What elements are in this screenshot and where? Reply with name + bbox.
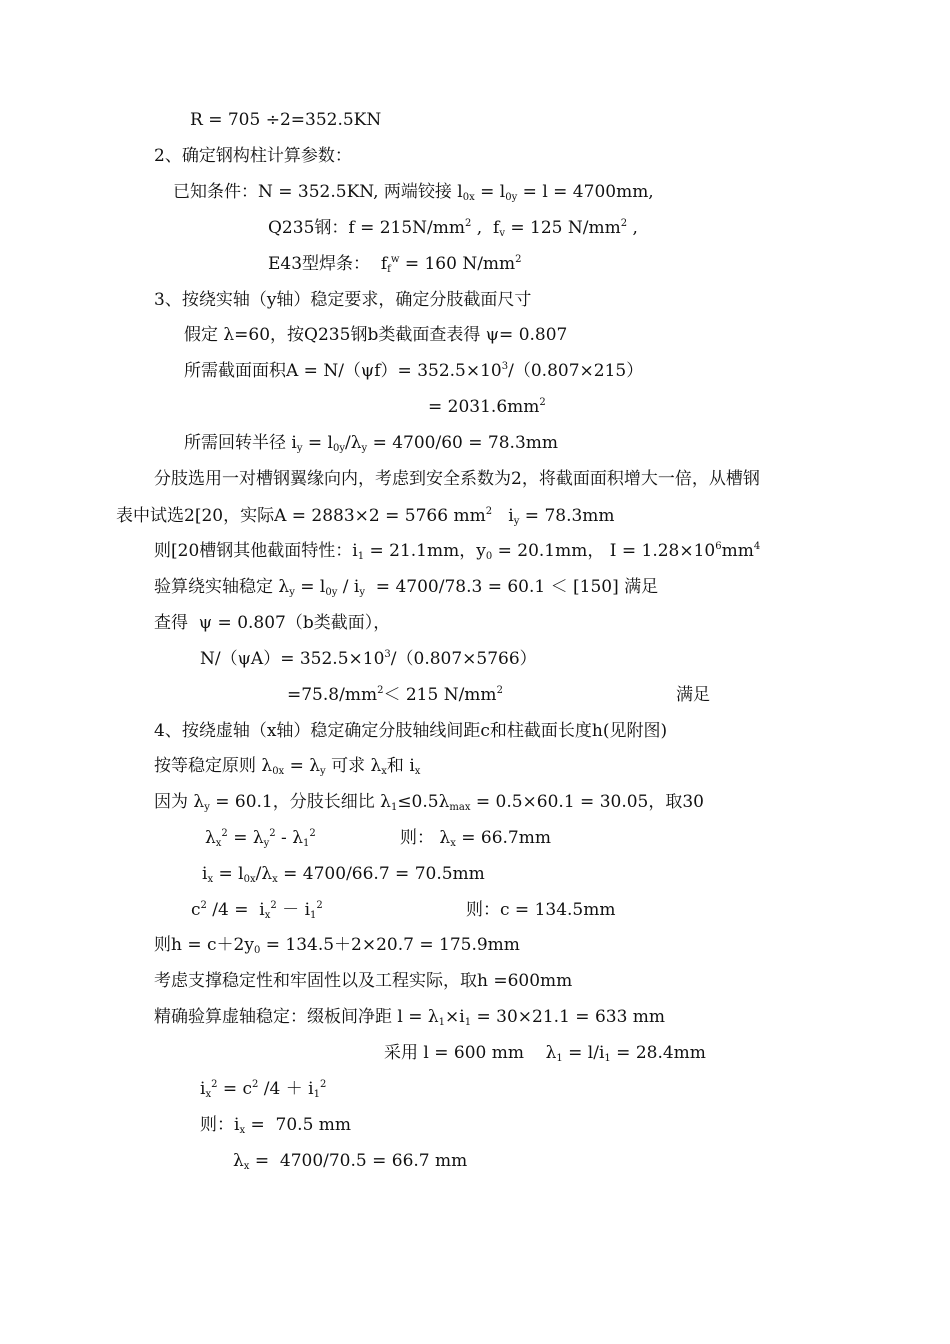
line-psi: 查得 ψ = 0.807（b类截面）， — [154, 613, 391, 633]
line-required-area: 所需截面面积$A = N/(\psi f)= 352.5\times 10^3/(0.807\times 215)$ — [184, 361, 644, 381]
heading-step-2: 2、确定钢构柱计算参数： — [154, 146, 352, 166]
line-c-result: 则：c = 134.5mm — [466, 900, 616, 920]
line-lambda-x-final: $\lambda_x = 4700/70.5 = 66.7$ mm — [233, 1151, 468, 1172]
line-radius-gyration: 所需回转半径 $i_y = l_{0y}/\lambda_y = 4700/60 = 78.3mm$ — [184, 433, 559, 454]
paragraph-channel-choice-cont: 表中试选2[20，实际A = 2883×2 = 5766 $mm^2$ $i_y = 78.3mm$ — [116, 506, 615, 527]
line-e43: E43型焊条： $f_f^w = 160$ $N/mm^2$ — [268, 254, 522, 275]
paragraph-channel-choice: 分肢选用一对槽钢翼缘向内，考虑到安全系数为2，将截面面积增大一倍，从槽钢 — [154, 469, 760, 489]
line-h-adopted: 考虑支撑稳定性和牢固性以及工程实际，取h =600mm — [154, 971, 573, 991]
line-equal-stability: 按等稳定原则 $\lambda_{0x} = \lambda_y$ 可求 $\lambda_x$和 $i_x$ — [154, 756, 421, 777]
line-c-eq: $c^2$ $/4 = i_x^2 - i_1^2$ — [191, 900, 323, 921]
line-ix2: $i_x^2 = c^2$ $/4 + i_1^2$ — [200, 1079, 327, 1100]
line-h: 则$h = c+2y_0 = 134.5+2\times 20.7 = 175.9mm$ — [154, 935, 520, 956]
heading-step-4: 4、按绕虚轴（x轴）稳定确定分肢轴线间距c和柱截面长度h(见附图) — [154, 721, 668, 741]
line-ix: $i_x = l_{0x}/\lambda_x = 4700/66.7 = 70.5mm$ — [202, 864, 485, 885]
line-q235: Q235钢：$f = 215N/mm^2$ , $f_v = 125$ $N/mm^2$ , — [268, 218, 638, 239]
line-slenderness: 因为 $\lambda_y = 60.1$，分肢长细比 $\lambda_1\le 0.5\lambda_{max} = 0.5\times 60.1 = 30.05$，取30 — [154, 792, 705, 813]
line-known-conditions: 已知条件：N = 352.5KN, 两端铰接 $l_{0x} = l_{0y} = l = 4700mm$, — [173, 182, 654, 203]
line-lambda-x-eq: $\lambda_x^2 = \lambda_y^2 - \lambda_1^2$ — [205, 828, 316, 849]
line-reaction: R = 705 ÷2=352.5KN — [190, 110, 382, 130]
line-stress-result: $=75.8/mm^2< 215$ $N/mm^2$ — [287, 685, 503, 705]
line-assume-lambda: 假定 λ=60，按Q235钢b类截面查表得 ψ= 0.807 — [184, 325, 568, 345]
line-stress-calc: $N/(\psi A)= 352.5\times 10^3/(0.807\times 5766)$ — [200, 649, 537, 669]
line-ix-result: 则：$i_x = 70.5$ mm — [200, 1115, 352, 1136]
heading-step-3: 3、按绕实轴（y轴）稳定要求，确定分肢截面尺寸 — [154, 290, 532, 310]
line-precise-check: 精确验算虚轴稳定：缀板间净距 $l = \lambda_1\times i_1 = 30\times 21.1 = 633$ mm — [154, 1007, 666, 1028]
line-section-properties: 则[20槽钢其他截面特性：$i_1 = 21.1mm$，$y_0 = 20.1mm$， $I = 1.28\times 10^6mm^4$ — [154, 541, 761, 562]
label-satisfied: 满足 — [676, 685, 710, 705]
line-lambda-x-result: 则： $\lambda_x = 66.7mm$ — [400, 828, 551, 849]
line-adopt-l: 采用 l = 600 mm $\lambda_1 = l/i_1 = 28.4mm$ — [384, 1043, 706, 1064]
line-required-area-result: = $2031.6mm^2$ — [428, 397, 546, 417]
line-check-real-axis: 验算绕实轴稳定 $\lambda_y = l_{0y} / i_y = 4700/78.3 = 60.1 < [150]$ 满足 — [154, 577, 659, 598]
